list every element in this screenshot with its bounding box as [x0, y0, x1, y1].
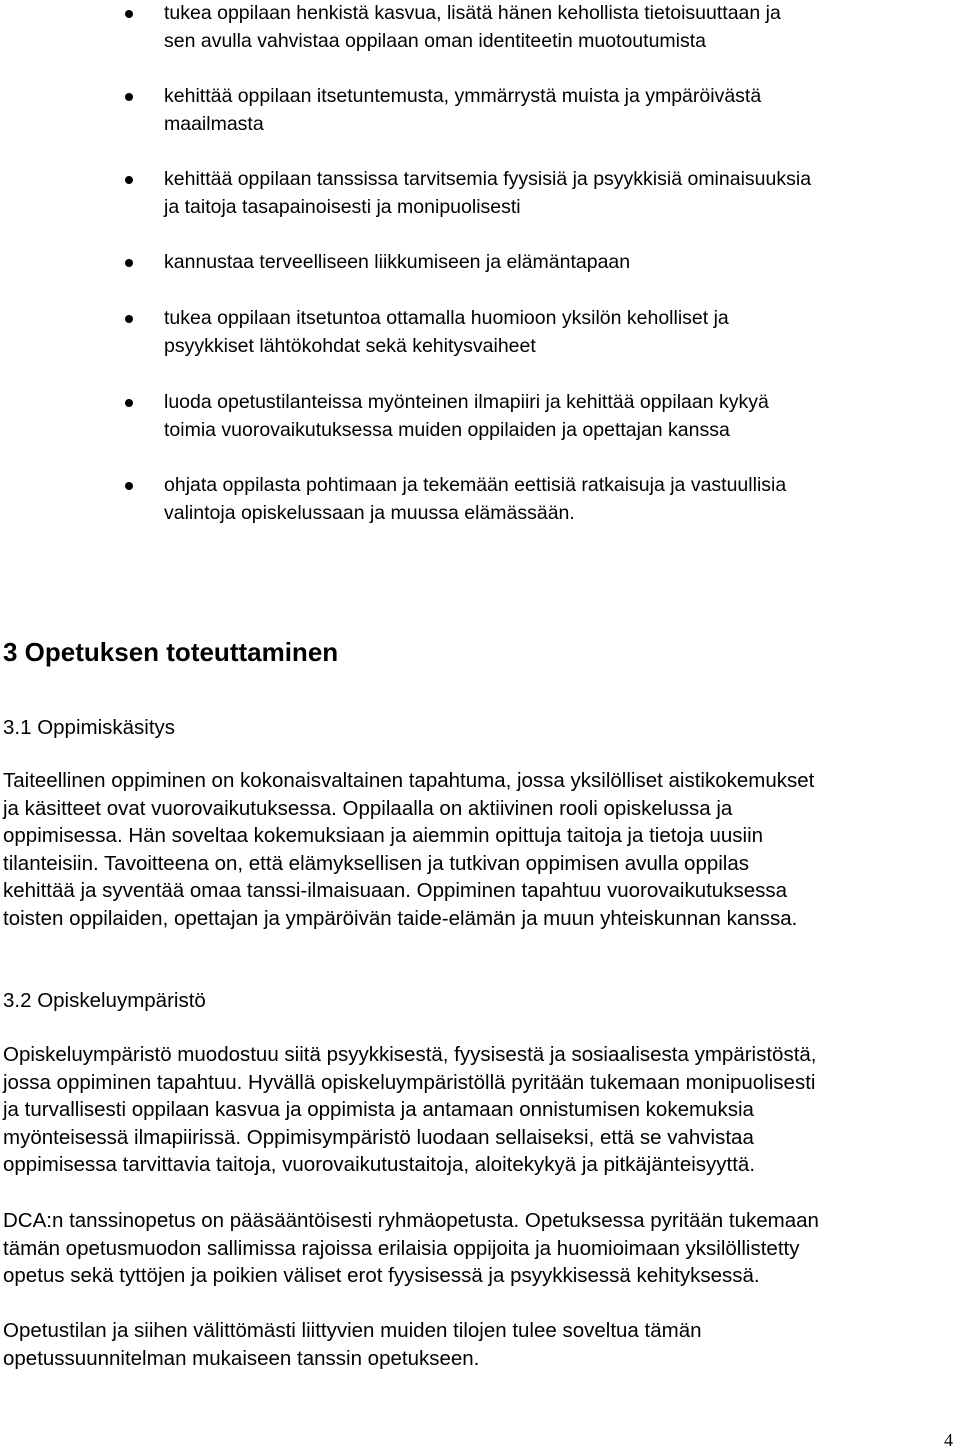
subsection-heading-opiskeluymparisto: 3.2 Opiskeluympäristö: [3, 989, 206, 1012]
bullet-line: maailmasta: [164, 112, 264, 135]
bullet-text: [164, 0, 954, 55]
bullet-dot-icon: [125, 10, 133, 18]
bullet-text: [164, 389, 954, 444]
paragraph-line: DCA:n tanssinopetus on pääsääntöisesti ryhmäopetusta. Opetuksessa pyritään tukemaan: [3, 1209, 819, 1232]
bullet-dot-icon: [125, 176, 133, 184]
paragraph-line: opetussuunnitelman mukaiseen tanssin opetukseen.: [3, 1346, 480, 1370]
paragraph-line: ja turvallisesti oppilaan kasvua ja oppimista ja antamaan onnistumisen kokemuksia: [3, 1098, 754, 1122]
bullet-text: [164, 305, 954, 360]
bullet-line: kehittää oppilaan tanssissa tarvitsemia fyysisiä ja psyykkisiä ominaisuuksia: [164, 168, 812, 190]
bullet-dot-icon: [125, 482, 133, 490]
paragraph-line: opetus sekä tyttöjen ja poikien väliset erot fyysisessä ja psyykkisessä kehityksessä.: [3, 1264, 760, 1288]
paragraph-line: Opiskeluympäristö muodostuu siitä psyykkisestä, fyysisestä ja sosiaalisesta ympäristöstä,: [3, 1043, 817, 1066]
bullet-line: tukea oppilaan itsetuntoa ottamalla huomioon yksilön keholliset ja: [164, 307, 729, 329]
paragraph-line: ja käsitteet ovat vuorovaikutuksessa. Oppilaalla on aktiivinen rooli opiskelussa ja: [3, 796, 733, 820]
bullet-dot-icon: [125, 399, 133, 407]
paragraph-opiskeluymparisto-2: [3, 1207, 953, 1290]
bullet-text: [164, 166, 954, 221]
bullet-line: kehittää oppilaan itsetuntemusta, ymmärrystä muista ja ympäröivästä: [164, 85, 762, 107]
bullet-text: [164, 249, 954, 277]
paragraph-line: toisten oppilaiden, opettajan ja ympäröivän taide-elämän ja muun yhteiskunnan kanssa.: [3, 906, 798, 930]
paragraph-line: oppimisessa. Hän soveltaa kokemuksiaan ja aiemmin opittuja taitoja ja tietoja uusiin: [3, 824, 764, 848]
paragraph-line: Opetustilan ja siihen välittömästi liittyvien muiden tilojen tulee soveltua tämän: [3, 1319, 702, 1342]
paragraph-line: jossa oppiminen tapahtuu. Hyvällä opiskeluympäristöllä pyritään tukemaan monipuolisesti: [3, 1070, 816, 1094]
paragraph-line: tämän opetusmuodon sallimissa rajoissa erilaisia oppijoita ja huomioimaan yksilöllistetty: [3, 1236, 800, 1260]
paragraph-line: myönteisessä ilmapiirissä. Oppimisympäristö luodaan sellaiseksi, että se vahvistaa: [3, 1125, 754, 1149]
bullet-line: ja taitoja tasapainoisesti ja monipuolisesti: [164, 195, 521, 218]
paragraph-oppimiskasitys: [3, 767, 953, 933]
bullet-dot-icon: [125, 315, 133, 323]
page-number: 4: [944, 1430, 953, 1450]
bullet-line: luoda opetustilanteissa myönteinen ilmapiiri ja kehittää oppilaan kykyä: [164, 391, 769, 413]
paragraph-line: kehittää ja syventää omaa tanssi-ilmaisuaan. Oppiminen tapahtuu vuorovaikutuksessa: [3, 879, 787, 903]
bullet-line: tukea oppilaan henkistä kasvua, lisätä hänen kehollista tietoisuuttaan ja: [164, 2, 781, 24]
bullet-line: psyykkiset lähtökohdat sekä kehitysvaiheet: [164, 334, 536, 357]
paragraph-opiskeluymparisto-1: [3, 1041, 953, 1179]
bullet-line: sen avulla vahvistaa oppilaan oman identiteetin muotoutumista: [164, 29, 707, 52]
bullet-text: [164, 83, 954, 138]
bullet-line: kannustaa terveelliseen liikkumiseen ja elämäntapaan: [164, 251, 631, 273]
bullet-line: toimia vuorovaikutuksessa muiden oppilaiden ja opettajan kanssa: [164, 418, 730, 441]
bullet-dot-icon: [125, 93, 133, 101]
bullet-line: ohjata oppilasta pohtimaan ja tekemään eettisiä ratkaisuja ja vastuullisia: [164, 474, 787, 496]
paragraph-line: Taiteellinen oppiminen on kokonaisvaltainen tapahtuma, jossa yksilölliset aistikokemukset: [3, 769, 815, 792]
bullet-text: [164, 472, 954, 527]
bullet-line: valintoja opiskelussaan ja muussa elämässään.: [164, 501, 575, 524]
subsection-heading-oppimiskasitys: 3.1 Oppimiskäsitys: [3, 716, 176, 739]
section-heading: 3 Opetuksen toteuttaminen: [3, 637, 339, 667]
paragraph-line: oppimisessa tarvittavia taitoja, vuorovaikutustaitoja, aloitekykyä ja pitkäjänteisyyttä.: [3, 1153, 756, 1177]
paragraph-line: tilanteisiin. Tavoitteena on, että elämyksellisen ja tutkivan oppimisen avulla oppilas: [3, 851, 750, 875]
bullet-dot-icon: [125, 259, 133, 267]
paragraph-opiskeluymparisto-3: [3, 1317, 953, 1372]
